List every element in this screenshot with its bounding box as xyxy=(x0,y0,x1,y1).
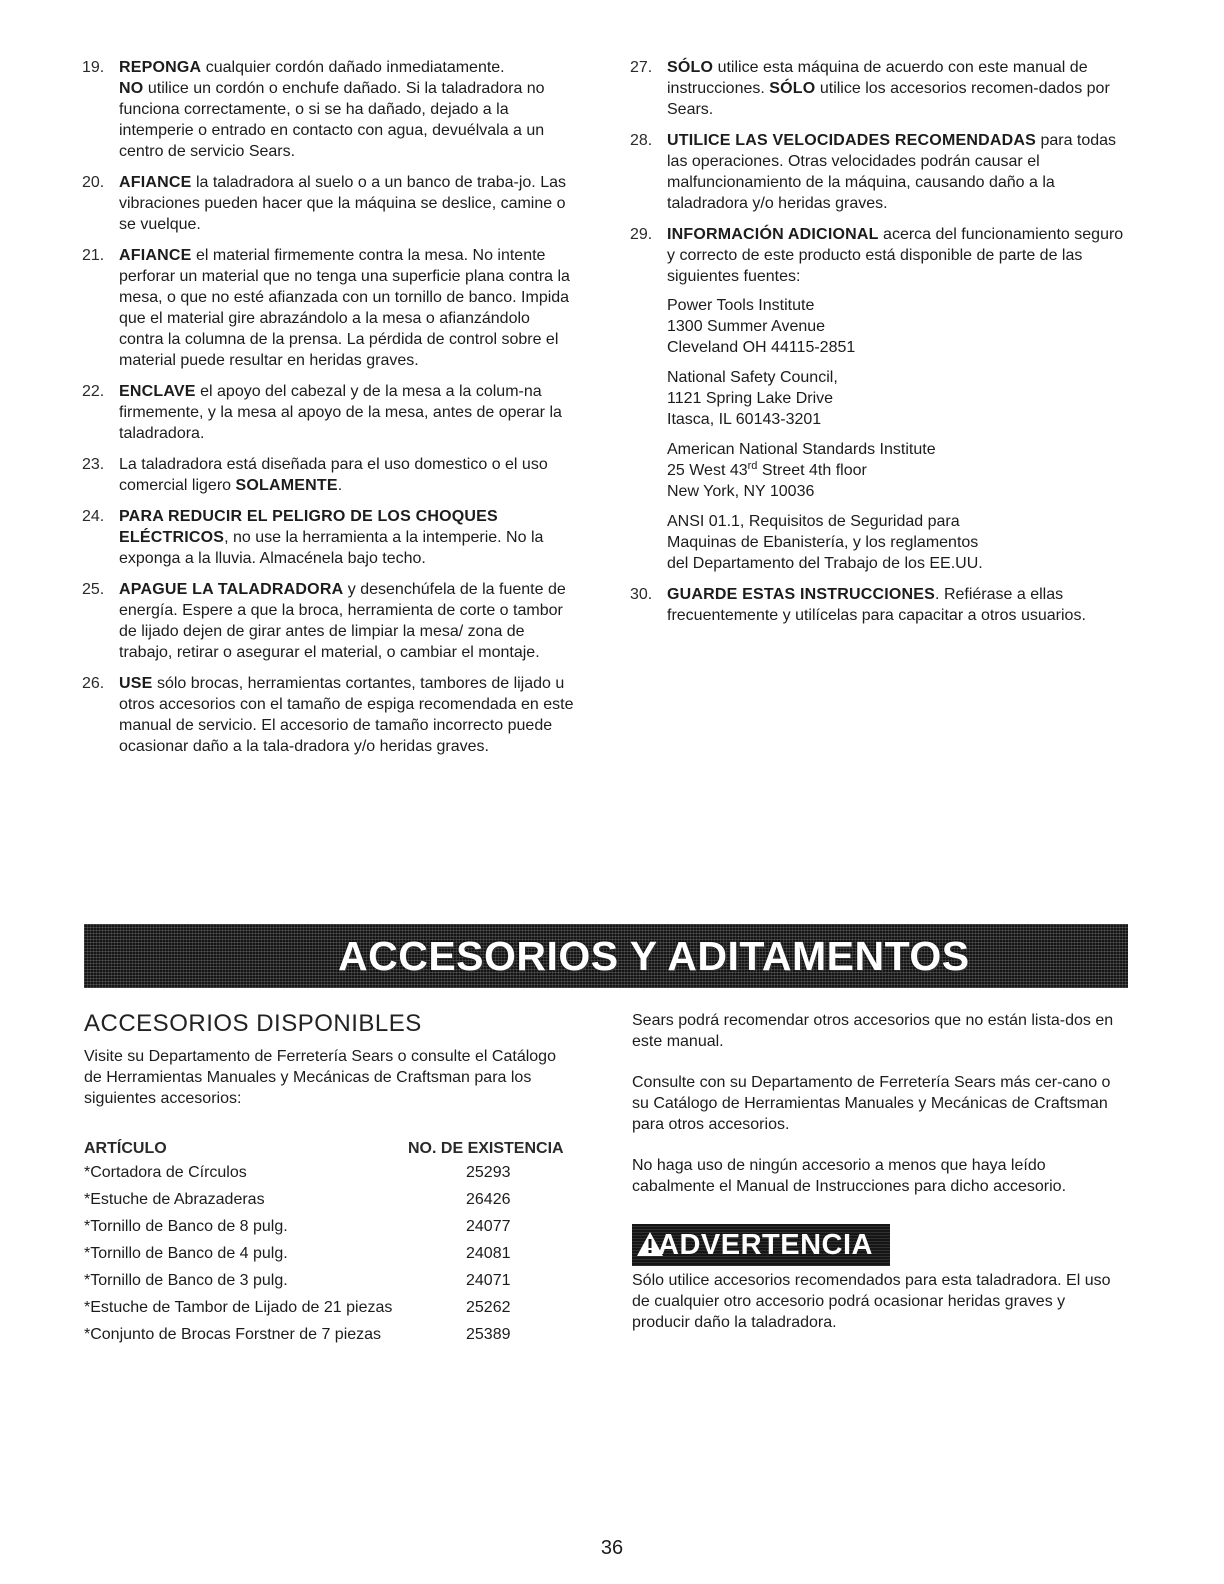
note-paragraph: Sears podrá recomendar otros accesorios que no están lista-dos en este manual. xyxy=(632,1012,1114,1050)
item-keyword: PARA REDUCIR EL PELIGRO DE LOS CHOQUES ELÉCTRICOS xyxy=(119,508,498,546)
cell-item: *Conjunto de Brocas Forstner de 7 piezas xyxy=(84,1326,382,1343)
item-text: . xyxy=(337,477,343,494)
item-text: acerca del funcionamiento seguro y correcto de este producto está disponible de parte de las siguientes fuentes: xyxy=(667,226,1124,285)
cell-item: *Tornillo de Banco de 8 pulg. xyxy=(84,1218,288,1235)
instruction-item-30 xyxy=(630,584,1130,626)
address-line: Maquinas de Ebanistería, y los reglamentos xyxy=(667,534,979,551)
accessories-table xyxy=(84,1138,584,1351)
instruction-item-25 xyxy=(82,579,578,663)
cell-stock: 25262 xyxy=(466,1299,511,1316)
item-keyword: NO xyxy=(119,80,144,97)
item-text: y desenchúfela de la fuente de energía. Espere a que la broca, herramienta de corte o tambor de lijado dejen de girar antes de limpiar la mesa/ zona de trabajo, retirar o asegurar el material, o cambiar el montaje. xyxy=(119,581,566,661)
cell-stock: 25293 xyxy=(466,1164,511,1181)
cell-item: *Estuche de Tambor de Lijado de 21 piezas xyxy=(84,1299,393,1316)
banner-title: ACCESORIOS Y ADITAMENTOS xyxy=(338,933,970,979)
instruction-item-27 xyxy=(630,57,1130,120)
item-number: 21. xyxy=(82,247,105,264)
item-keyword: UTILICE LAS VELOCIDADES RECOMENDADAS xyxy=(667,132,1036,149)
ordinal-suffix: rd xyxy=(747,460,758,472)
column-header-stock: NO. DE EXISTENCIA xyxy=(408,1140,564,1157)
left-column xyxy=(82,57,578,767)
instruction-item-19 xyxy=(82,57,578,162)
item-text: para todas las operaciones. Otras velocidades podrán causar el malfuncionamiento de la máquina, causando daño a la taladradora y/o heridas graves. xyxy=(667,132,1117,212)
item-text: cualquier cordón dañado inmediatamente. xyxy=(201,59,505,76)
item-text: la taladradora al suelo o a un banco de traba-jo. Las vibraciones pueden hacer que la máquina se deslice, camine o se vuelque. xyxy=(119,174,566,233)
item-number: 22. xyxy=(82,383,105,400)
item-text: La taladradora está diseñada para el uso domestico o el uso comercial ligero xyxy=(119,456,548,494)
address-line: Itasca, IL 60143-3201 xyxy=(667,411,822,428)
note-paragraph: Consulte con su Departamento de Ferretería Sears más cer-cano o su Catálogo de Herramientas Manuales y Mecánicas de Craftsman para otros accesorios. xyxy=(632,1074,1111,1133)
item-keyword: USE xyxy=(119,675,153,692)
item-keyword: APAGUE LA TALADRADORA xyxy=(119,581,344,598)
address-line: National Safety Council, xyxy=(667,369,838,386)
cell-item: *Tornillo de Banco de 4 pulg. xyxy=(84,1245,288,1262)
item-number: 19. xyxy=(82,59,105,76)
item-text: , no use la herramienta a la intemperie. No la exponga a la lluvia. Almacénela bajo techo. xyxy=(119,529,544,567)
cell-stock: 24077 xyxy=(466,1218,511,1235)
item-text: utilice esta máquina de acuerdo con este manual de instrucciones. xyxy=(667,59,1088,97)
section-intro: Visite su Departamento de Ferretería Sears o consulte el Catálogo de Herramientas Manuales y Mecánicas de Craftsman para los siguientes accesorios: xyxy=(84,1048,556,1107)
warning-badge xyxy=(632,1224,890,1266)
instruction-item-26 xyxy=(82,673,578,757)
item-text: el material firmemente contra la mesa. No intente perforar un material que no tenga una superficie plana contra la mesa, o que no esté afianzada con un tornillo de banco. Impida que el material gire abrazándolo a la mesa o afianzándolo contra la columna de la prensa. La pérdida de control sobre el material puede resultar en heridas graves. xyxy=(119,247,570,369)
column-header-item: ARTÍCULO xyxy=(84,1140,167,1157)
cell-item: *Estuche de Abrazaderas xyxy=(84,1191,265,1208)
table-row xyxy=(84,1189,584,1216)
address-text: 25 West 43 xyxy=(667,462,748,479)
cell-item: *Tornillo de Banco de 3 pulg. xyxy=(84,1272,288,1289)
table-row xyxy=(84,1243,584,1270)
address-block xyxy=(667,439,1130,502)
instruction-item-29 xyxy=(630,224,1130,574)
page-number: 36 xyxy=(600,1537,624,1559)
table-row xyxy=(84,1216,584,1243)
address-line xyxy=(667,460,1130,481)
instruction-item-28 xyxy=(630,130,1130,214)
item-keyword: AFIANCE xyxy=(119,174,192,191)
note-paragraph: No haga uso de ningún accesorio a menos que haya leído cabalmente el Manual de Instrucciones para dicho accesorio. xyxy=(632,1157,1067,1195)
table-row xyxy=(84,1297,584,1324)
item-number: 27. xyxy=(630,59,653,76)
item-keyword: SÓLO xyxy=(769,80,816,97)
table-row xyxy=(84,1270,584,1297)
cell-stock: 24081 xyxy=(466,1245,511,1262)
item-keyword: INFORMACIÓN ADICIONAL xyxy=(667,226,879,243)
instruction-item-23 xyxy=(82,454,578,496)
table-row xyxy=(84,1162,584,1189)
item-number: 25. xyxy=(82,581,105,598)
warning-text: Sólo utilice accesorios recomendados para esta taladradora. El uso de cualquier otro accesorio podrá ocasionar heridas graves y producir daño la taladradora. xyxy=(632,1272,1111,1331)
section-banner xyxy=(84,924,1128,988)
cell-stock: 24071 xyxy=(466,1272,511,1289)
instruction-item-21 xyxy=(82,245,578,371)
item-keyword: REPONGA xyxy=(119,59,202,76)
address-line: 1300 Summer Avenue xyxy=(667,318,826,335)
address-block xyxy=(667,367,1130,430)
item-keyword: SOLAMENTE xyxy=(235,477,338,494)
item-text: sólo brocas, herramientas cortantes, tambores de lijado u otros accesorios con el tamaño de espiga recomendada en este manual de servicio. El accesorio de tamaño incorrecto puede ocasionar daño a la tala-dradora y/o heridas graves. xyxy=(119,675,574,755)
item-number: 30. xyxy=(630,586,653,603)
address-line: Power Tools Institute xyxy=(667,297,815,314)
section-heading: ACCESORIOS DISPONIBLES xyxy=(84,1010,422,1037)
cell-stock: 25389 xyxy=(466,1326,511,1343)
instruction-item-22 xyxy=(82,381,578,444)
cell-stock: 26426 xyxy=(466,1191,511,1208)
item-number: 23. xyxy=(82,456,105,473)
item-number: 20. xyxy=(82,174,105,191)
item-text: el apoyo del cabezal y de la mesa a la colum-na firmemente, y la mesa al apoyo de la mesa, antes de operar la taladradora. xyxy=(119,383,562,442)
address-line: 1121 Spring Lake Drive xyxy=(667,390,834,407)
item-number: 29. xyxy=(630,226,653,243)
instruction-item-20 xyxy=(82,172,578,235)
item-keyword: ENCLAVE xyxy=(119,383,196,400)
item-keyword: SÓLO xyxy=(667,59,714,76)
right-column xyxy=(630,57,1130,636)
item-text: utilice un cordón o enchufe dañado. Si la taladradora no funciona correctamente, o si se ha dañado, dejado a la intemperie o entrado en contacto con agua, devuélvala a un centro de servicio Sears. xyxy=(119,80,545,160)
item-number: 26. xyxy=(82,675,105,692)
address-line: ANSI 01.1, Requisitos de Seguridad para xyxy=(667,513,960,530)
item-number: 28. xyxy=(630,132,653,149)
item-text: utilice los accesorios recomen-dados por Sears. xyxy=(667,80,1110,118)
table-header xyxy=(84,1138,584,1162)
accessory-notes xyxy=(632,1010,1126,1217)
table-row xyxy=(84,1324,584,1351)
address-line: del Departamento del Trabajo de los EE.UU. xyxy=(667,555,983,572)
item-text: . Refiérase a ellas frecuentemente y utilícelas para capacitar a otros usuarios. xyxy=(667,586,1086,624)
warning-label: ADVERTENCIA xyxy=(658,1229,873,1261)
item-keyword: AFIANCE xyxy=(119,247,192,264)
address-line: Cleveland OH 44115-2851 xyxy=(667,339,856,356)
address-line: American National Standards Institute xyxy=(667,441,936,458)
item-keyword: GUARDE ESTAS INSTRUCCIONES xyxy=(667,586,936,603)
address-block xyxy=(667,511,1130,574)
instruction-item-24 xyxy=(82,506,578,569)
item-number: 24. xyxy=(82,508,105,525)
address-text: Street 4th floor xyxy=(757,462,867,479)
cell-item: *Cortadora de Círculos xyxy=(84,1164,247,1181)
address-line: New York, NY 10036 xyxy=(667,483,815,500)
address-block xyxy=(667,295,1130,358)
